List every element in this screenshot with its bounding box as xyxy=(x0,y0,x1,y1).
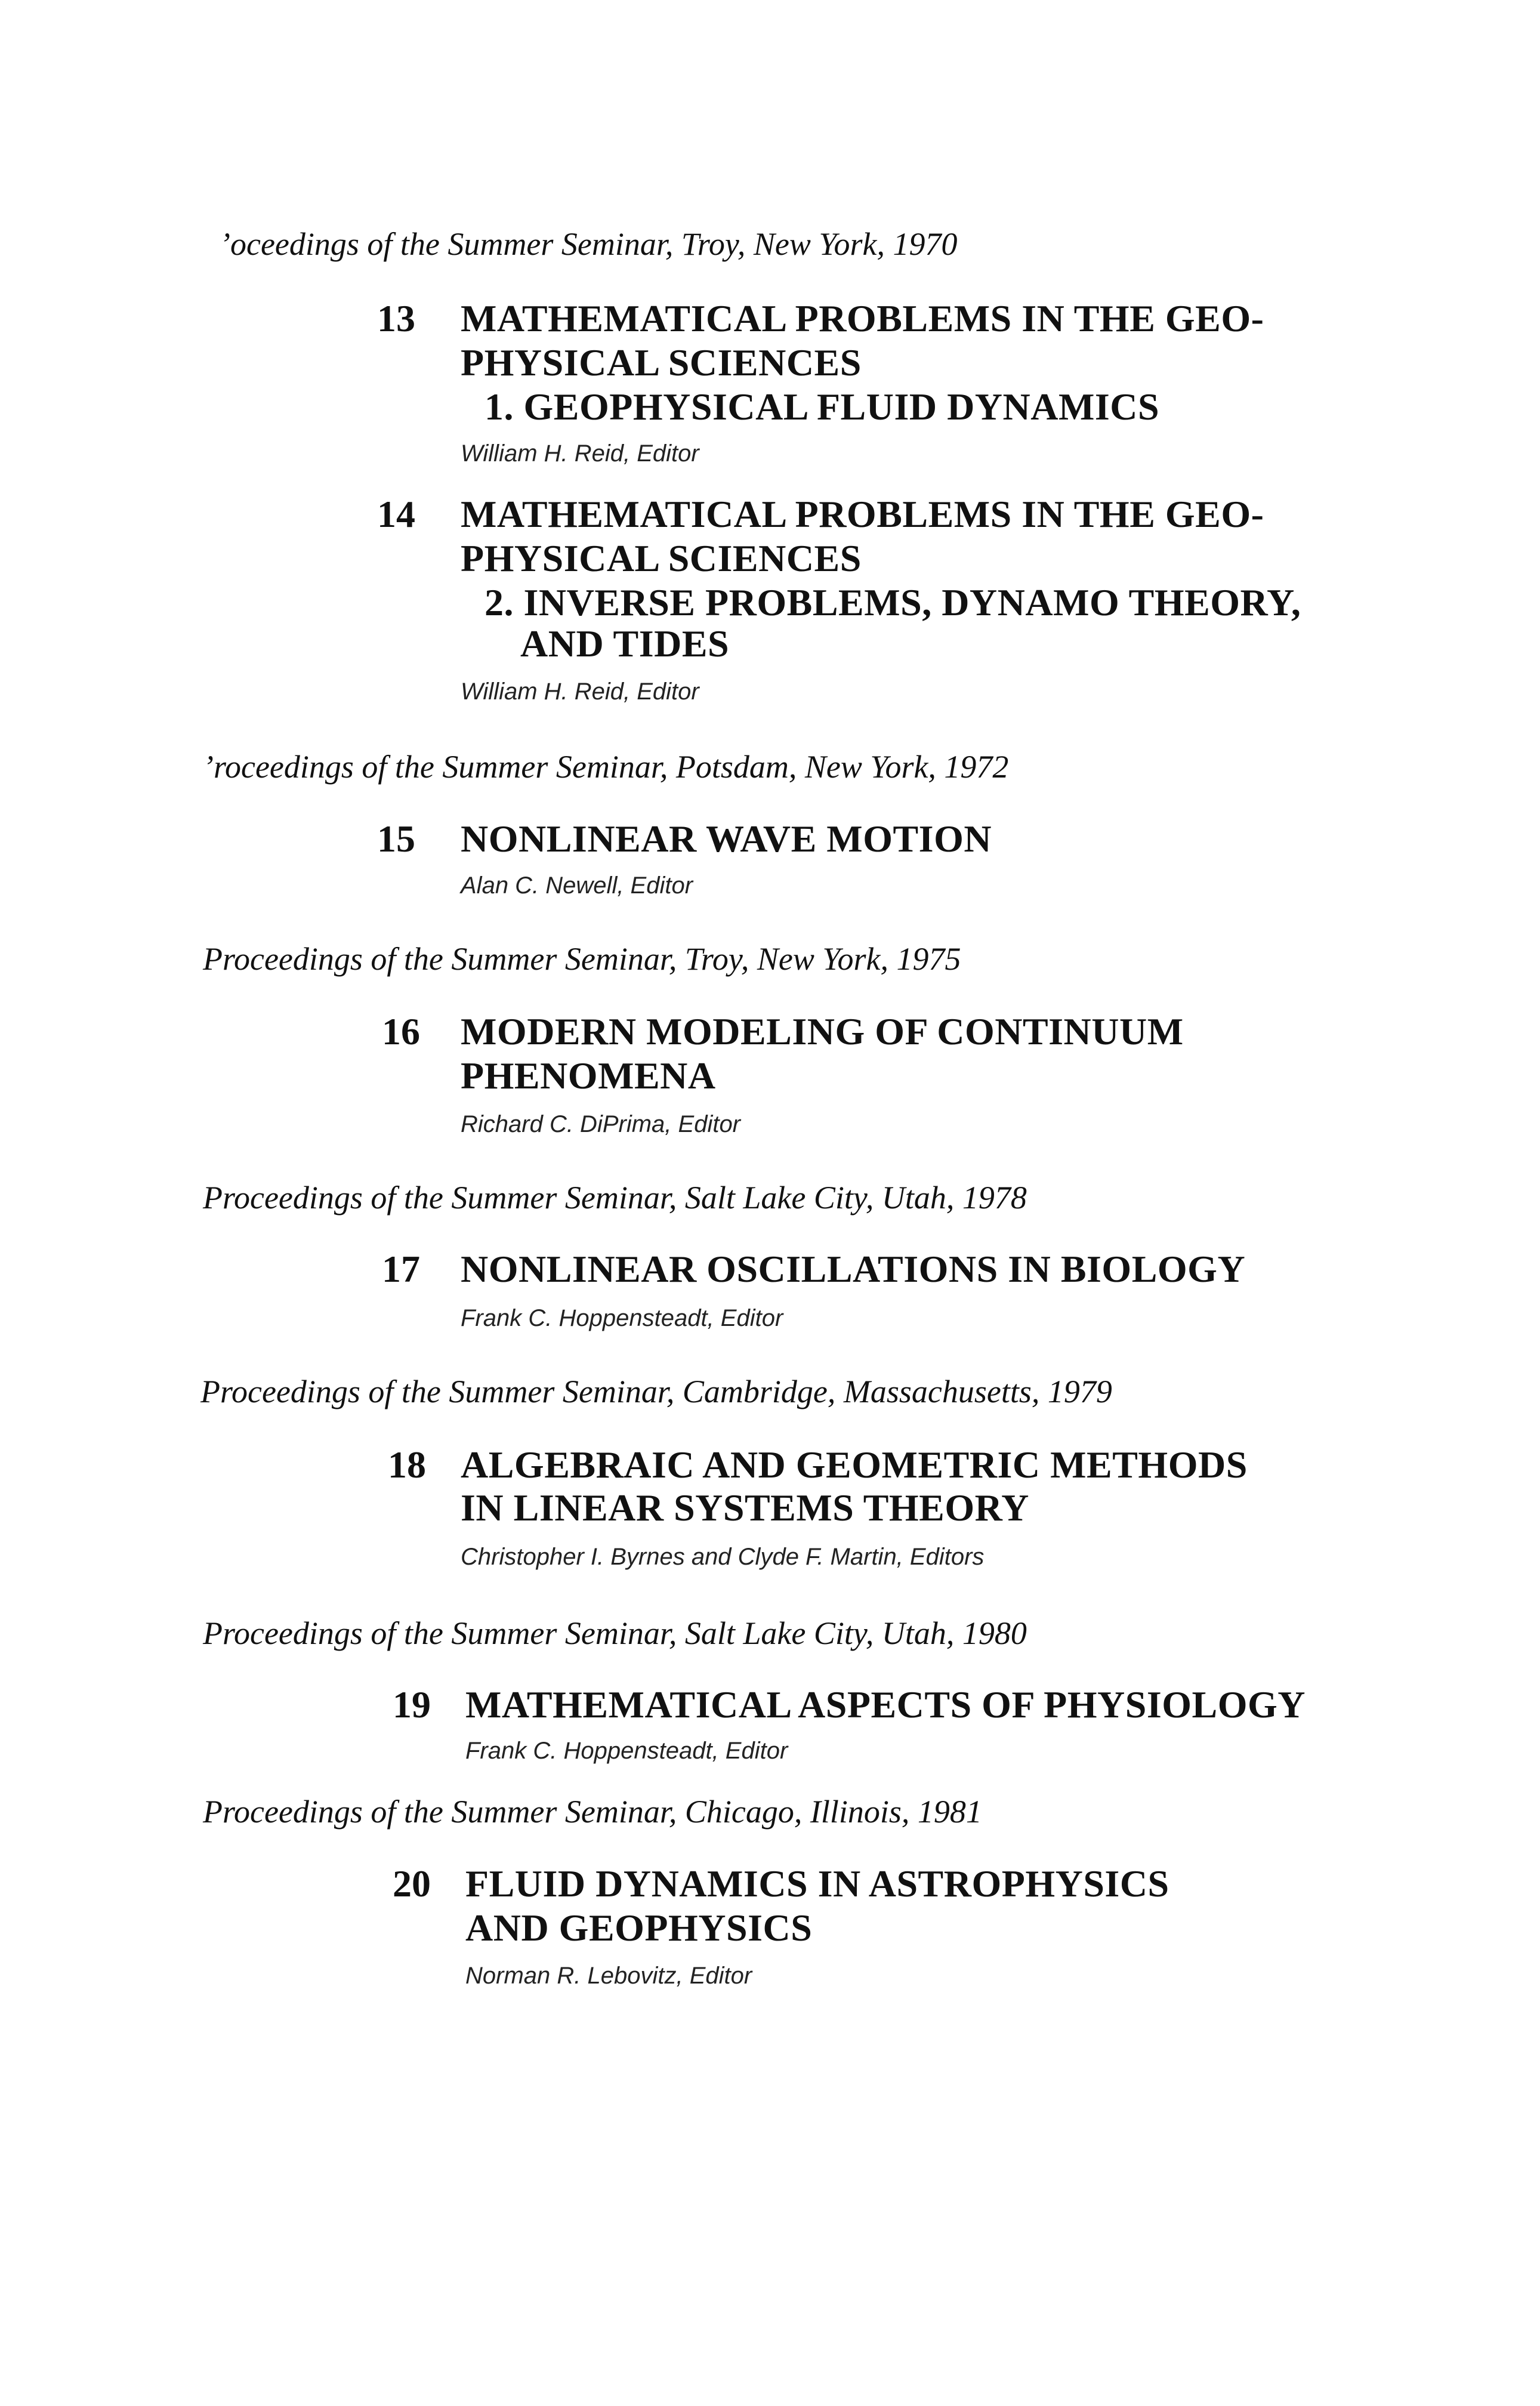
volume-title: NONLINEAR OSCILLATIONS IN BIOLOGY xyxy=(461,1248,1246,1290)
volume-title: PHYSICAL SCIENCES xyxy=(461,341,862,384)
volume-number: 15 xyxy=(377,818,415,860)
volume-subtitle: 2. INVERSE PROBLEMS, DYNAMO THEORY, xyxy=(484,581,1301,624)
volume-number: 17 xyxy=(382,1248,420,1290)
proceedings-heading: ’roceedings of the Summer Seminar, Potsdam, New York, 1972 xyxy=(203,749,1009,785)
proceedings-heading: Proceedings of the Summer Seminar, Troy, New York, 1975 xyxy=(203,941,961,977)
volume-number: 20 xyxy=(393,1862,431,1905)
volume-editor: Richard C. DiPrima, Editor xyxy=(461,1111,741,1137)
volume-editor: William H. Reid, Editor xyxy=(461,678,699,705)
volume-editor: Norman R. Lebovitz, Editor xyxy=(465,1963,752,1989)
volume-title: ALGEBRAIC AND GEOMETRIC METHODS xyxy=(461,1443,1248,1486)
proceedings-heading: Proceedings of the Summer Seminar, Chicago, Illinois, 1981 xyxy=(203,1794,982,1830)
proceedings-heading: Proceedings of the Summer Seminar, Salt Lake City, Utah, 1978 xyxy=(203,1180,1027,1216)
volume-number: 18 xyxy=(388,1443,426,1486)
volume-editor: Christopher I. Byrnes and Clyde F. Martin, Editors xyxy=(461,1544,985,1570)
volume-number: 14 xyxy=(377,493,415,535)
volume-title: NONLINEAR WAVE MOTION xyxy=(461,818,992,860)
volume-number: 19 xyxy=(393,1683,431,1726)
volume-subtitle: 1. GEOPHYSICAL FLUID DYNAMICS xyxy=(484,385,1160,428)
volume-editor: Frank C. Hoppensteadt, Editor xyxy=(465,1738,788,1764)
volume-editor: Frank C. Hoppensteadt, Editor xyxy=(461,1305,783,1331)
volume-title: MATHEMATICAL PROBLEMS IN THE GEO- xyxy=(461,297,1264,340)
volume-title: FLUID DYNAMICS IN ASTROPHYSICS xyxy=(465,1862,1169,1905)
volume-editor: William H. Reid, Editor xyxy=(461,440,699,467)
volume-editor: Alan C. Newell, Editor xyxy=(461,872,693,899)
volume-title: PHENOMENA xyxy=(461,1054,716,1097)
volume-title: AND GEOPHYSICS xyxy=(465,1907,813,1949)
volume-title: MODERN MODELING OF CONTINUUM xyxy=(461,1010,1184,1053)
volume-title: PHYSICAL SCIENCES xyxy=(461,537,862,579)
volume-subtitle: AND TIDES xyxy=(520,622,730,665)
proceedings-heading: ’oceedings of the Summer Seminar, Troy, New York, 1970 xyxy=(220,226,958,262)
proceedings-heading: Proceedings of the Summer Seminar, Cambridge, Massachusetts, 1979 xyxy=(200,1374,1112,1409)
volume-title: MATHEMATICAL ASPECTS OF PHYSIOLOGY xyxy=(465,1683,1306,1726)
volume-title: MATHEMATICAL PROBLEMS IN THE GEO- xyxy=(461,493,1264,535)
volume-number: 16 xyxy=(382,1010,420,1053)
volume-number: 13 xyxy=(377,297,415,340)
proceedings-heading: Proceedings of the Summer Seminar, Salt Lake City, Utah, 1980 xyxy=(203,1615,1027,1651)
volume-title: IN LINEAR SYSTEMS THEORY xyxy=(461,1486,1029,1529)
